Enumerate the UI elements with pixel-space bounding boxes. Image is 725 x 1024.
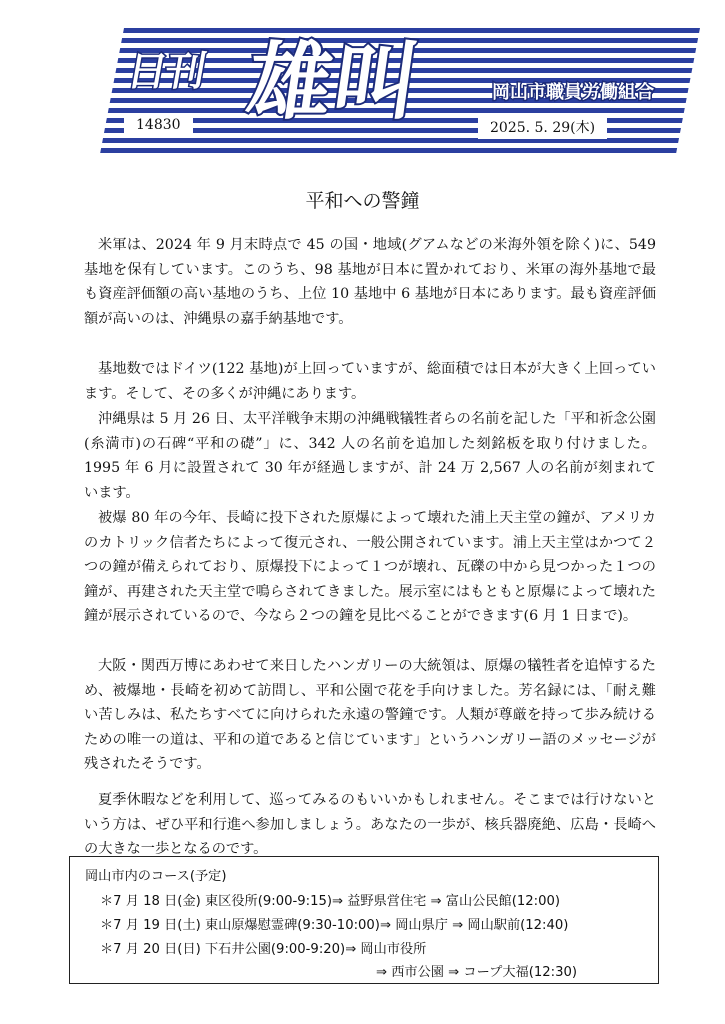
issue-date: 2025. 5. 29(木) <box>478 115 607 139</box>
course-heading: 岡山市内のコース(予定) <box>85 869 227 884</box>
issue-number: 14830 <box>124 115 193 135</box>
union-name: 岡山市職員労働組合 <box>492 82 654 103</box>
paragraph-2: 基地数ではドイツ(122 基地)が上回っていますが、総面積では日本が大きく上回っています。そして、その多くが沖縄にあります。 <box>84 361 656 402</box>
course-line-2: ＊7 月 19 日(土) 東山原爆慰霊碑(9:30-10:00)⇒ 岡山県庁 ⇒ 岡山駅前(12:40) <box>100 918 569 933</box>
course-line-1: ＊7 月 18 日(金) 東区役所(9:00-9:15)⇒ 益野県営住宅 ⇒ 富山公民館(12:00) <box>100 894 561 909</box>
paragraph-4: 被爆 80 年の今年、長崎に投下された原爆によって壊れた浦上天主堂の鐘が、アメリカのカトリック信者たちによって復元され、一般公開されています。浦上天主堂はかつて２つの鐘が備えられており、原爆投下によって１つが壊れ、瓦礫の中から見つかった１つの鐘が、再建された天主堂で鳴らされてきました。展示室にはもともと原爆によって壊れた鐘が展示されているので、今なら２つの鐘を見比べることができます(6 月 1 日まで)。 <box>84 510 656 625</box>
masthead-title-big: 雄叫 <box>241 33 427 131</box>
course-line-4: ⇒ 西市公園 ⇒ コープ大福(12:30) <box>376 965 577 980</box>
course-line-3: ＊7 月 20 日(日) 下石井公園(9:00-9:20)⇒ 岡山市役所 <box>100 942 427 957</box>
paragraph-5: 大阪・関西万博にあわせて来日したハンガリーの大統領は、原爆の犠牲者を追悼するため、被爆地・長崎を初めて訪問し、平和公園で花を手向けました。芳名録には、「耐え難い苦しみは、私たちすべてに向けられた永遠の警鐘です。人類が尊厳を持って歩み続けるための唯一の道は、平和の道であると信じています」というハンガリー語のメッセージが残されたそうです。 <box>84 658 656 773</box>
course-box <box>69 856 659 984</box>
paragraph-1: 米軍は、2024 年 9 月末時点で 45 の国・地域(グアムなどの米海外領を除く)に、549 基地を保有しています。このうち、98 基地が日本に置かれており、米軍の海外基地で最も資産評価額の高い基地のうち、上位 10 基地中 6 基地が日本にあります。最も資産評価額が高いのは、沖縄県の嘉手納基地です。 <box>84 237 656 327</box>
masthead-title-small: 日刊 <box>123 49 208 95</box>
article-title: 平和への警鐘 <box>305 190 420 212</box>
paragraph-6: 夏季休暇などを利用して、巡ってみるのもいいかもしれません。そこまでは行けないという方は、ぜひ平和行進へ参加しましょう。あなたの一歩が、核兵器廃絶、広島・長崎への大きな一歩となるのです。 <box>84 792 656 858</box>
paragraph-3: 沖縄県は 5 月 26 日、太平洋戦争末期の沖縄戦犠牲者らの名前を記した「平和祈念公園(糸満市)の石碑“平和の礎”」に、342 人の名前を追加した刻銘板を取り付けました。1995 年 6 月に設置されて 30 年が経過しますが、計 24 万 2,567 人の名前が刻まれています。 <box>84 411 656 501</box>
